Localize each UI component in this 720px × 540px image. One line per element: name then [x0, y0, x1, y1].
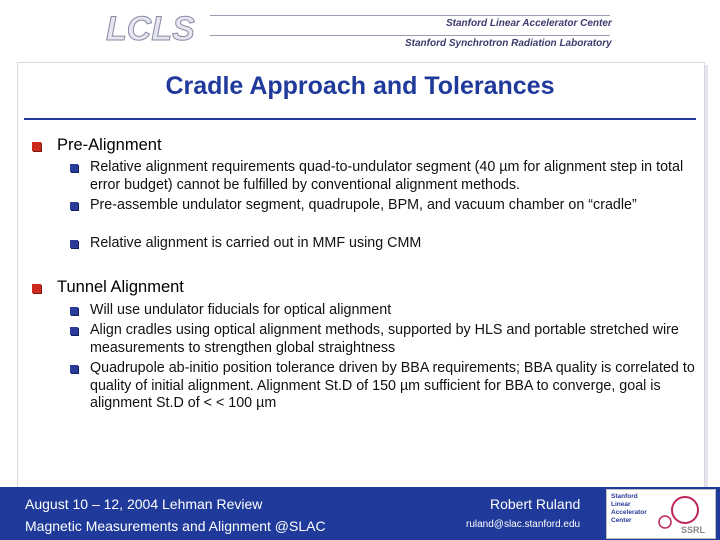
slac-ssrl-logo — [606, 489, 716, 539]
item-bullet-icon — [70, 164, 78, 172]
item-bullet-icon — [70, 307, 78, 315]
slac-logo-text — [611, 493, 647, 525]
list-item: Align cradles using optical alignment methods, supported by HLS and portable stretched wire measurements to strengthen global straightness — [90, 322, 679, 356]
section-heading: Pre-Alignment — [57, 136, 162, 154]
section-heading: Tunnel Alignment — [57, 278, 184, 296]
slac-logo-line: Accelerator — [611, 509, 647, 516]
slide-title: Cradle Approach and Tolerances — [165, 72, 555, 100]
lab-name-slac: Stanford Linear Accelerator Center — [446, 18, 612, 29]
item-bullet-icon — [70, 327, 78, 335]
section-bullet-icon — [32, 142, 41, 151]
footer-date-review: August 10 – 12, 2004 Lehman Review — [25, 496, 263, 512]
header-band — [0, 0, 720, 62]
lcls-logo — [100, 6, 210, 50]
title-underline — [24, 118, 696, 120]
lab-name-ssrl: Stanford Synchrotron Radiation Laboratory — [405, 38, 612, 49]
section-bullet-icon — [32, 284, 41, 293]
slac-logo-line: Linear — [611, 501, 631, 508]
list-item: Pre-assemble undulator segment, quadrupole, BPM, and vacuum chamber on “cradle” — [90, 197, 637, 213]
ssrl-mark-text: SSRL — [681, 525, 706, 535]
slac-logo-line: Center — [611, 517, 632, 524]
list-item: Quadrupole ab-initio position tolerance driven by BBA requirements; BBA quality is correlated to quality of initial alignment. Alignment St.D of 150 µm sufficient for BBA to converge, goal is alignment St.D of < < 100 µm — [90, 360, 695, 411]
list-item: Will use undulator fiducials for optical alignment — [90, 302, 392, 318]
header-rule-top — [210, 15, 610, 16]
header-rule-bottom — [210, 35, 610, 36]
item-bullet-icon — [70, 202, 78, 210]
item-bullet-icon — [70, 240, 78, 248]
lcls-logo-text: LCLS — [106, 10, 195, 48]
ssrl-ring-icon — [651, 492, 713, 536]
footer-session: Magnetic Measurements and Alignment @SLAC — [25, 518, 326, 534]
footer-email: ruland@slac.stanford.edu — [466, 519, 581, 530]
list-item: Relative alignment requirements quad-to-undulator segment (40 µm for alignment step in total error budget) cannot be fulfilled by conventional alignment methods. — [90, 159, 684, 193]
footer-presenter: Robert Ruland — [490, 496, 581, 512]
slide-panel — [17, 62, 705, 489]
item-bullet-icon — [70, 365, 78, 373]
list-item: Relative alignment is carried out in MMF using CMM — [90, 235, 422, 251]
slac-logo-line: Stanford — [611, 493, 638, 500]
